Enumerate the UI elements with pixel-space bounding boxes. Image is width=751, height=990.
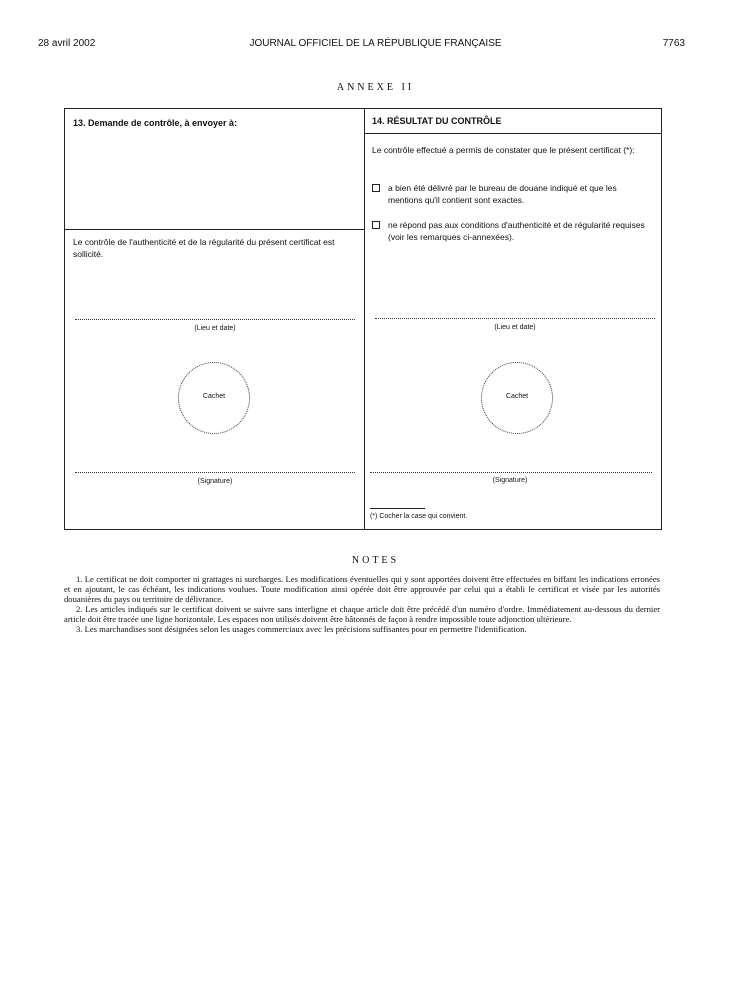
- control-request-text: Le contrôle de l'authenticité et de la régularité du présent certificat est sollicité.: [73, 237, 335, 259]
- notes-title: NOTES: [351, 555, 400, 566]
- signature-label: (Signature): [197, 478, 233, 485]
- stamp-label: Cachet: [505, 393, 529, 400]
- result-intro: Le contrôle effectué a permis de constater que le présent certificat (*):: [372, 145, 635, 155]
- place-date-label: (Lieu et date): [194, 325, 236, 332]
- note-item: 3. Les marchandises sont désignées selon les usages commerciaux avec les précisions suffisantes pour en permettre l'identification.: [76, 624, 527, 635]
- control-form: [64, 108, 662, 530]
- place-date-label: (Lieu et date): [494, 324, 536, 331]
- signature-line: [370, 472, 652, 473]
- column-divider: [364, 109, 365, 529]
- journal-title: JOURNAL OFFICIEL DE LA RÉPUBLIQUE FRANÇAISE: [249, 38, 502, 49]
- place-date-line: [75, 319, 355, 320]
- box13-title: 13. Demande de contrôle, à envoyer à:: [73, 118, 238, 128]
- checkbox-icon[interactable]: [372, 184, 380, 192]
- header-date: 28 avril 2002: [38, 38, 96, 49]
- annex-title: ANNEXE II: [336, 82, 415, 93]
- box14-title-rule: [364, 133, 661, 134]
- place-date-line: [375, 318, 655, 319]
- checkbox-icon[interactable]: [372, 221, 380, 229]
- stamp-circle: [481, 362, 553, 434]
- footnote: (*) Cocher la case qui convient.: [370, 513, 468, 520]
- stamp-label: Cachet: [202, 393, 226, 400]
- box14-title: 14. RÉSULTAT DU CONTRÔLE: [372, 116, 502, 126]
- note-item: 2. Les articles indiqués sur le certificat doivent se suivre sans interligne et chaque article doit être précédé d'un numéro d'ordre. Immédiatement au-dessous du dernier article doit être tracée une ligne horizontale. Les espaces non utilisés doivent être bâtonnés de façon à rendre impossible toute adjonction ultérieure.: [64, 604, 660, 625]
- result-option-label: ne répond pas aux conditions d'authenticité et de régularité requises (voir les remarques ci-annexées).: [388, 220, 645, 242]
- footnote-rule: [370, 508, 425, 509]
- page-number: 7763: [662, 38, 685, 49]
- stamp-circle: [178, 362, 250, 434]
- box13-section-rule: [65, 229, 364, 230]
- signature-line: [75, 472, 355, 473]
- note-item: 1. Le certificat ne doit comporter ni grattages ni surcharges. Les modifications éventuelles qui y sont apportées doivent être effectuées en biffant les indications erronées et en ajoutant, le cas échéant, les indications voulues. Toute modification ainsi opérée doit être approuvée par celui qui a établi le certificat et visée par les autorités douanières du pays ou territoire de délivrance.: [64, 574, 660, 605]
- signature-label: (Signature): [492, 477, 528, 484]
- result-option-label: a bien été délivré par le bureau de douane indiqué et que les mentions qu'il contient sont exactes.: [388, 183, 617, 205]
- notes-list: [64, 574, 660, 635]
